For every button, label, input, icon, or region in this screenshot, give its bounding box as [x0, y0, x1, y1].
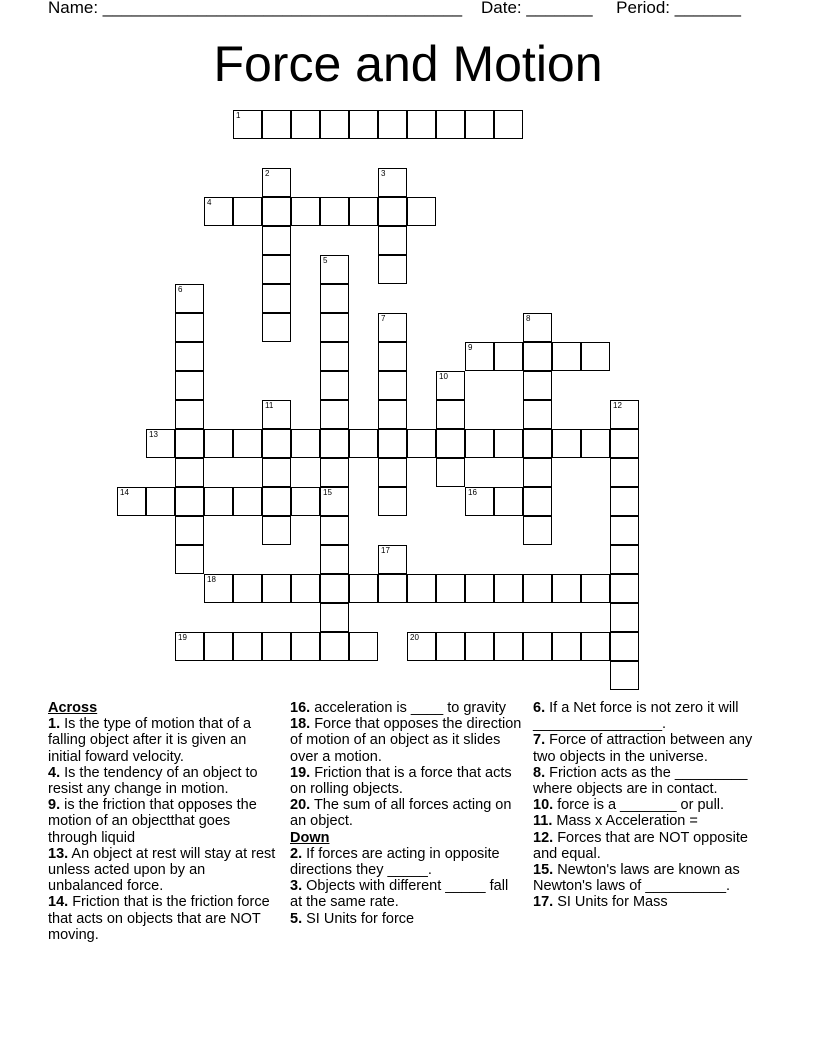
crossword-cell[interactable] — [407, 110, 436, 139]
crossword-cell[interactable] — [262, 226, 291, 255]
crossword-cell[interactable] — [552, 632, 581, 661]
crossword-cell[interactable] — [175, 371, 204, 400]
crossword-cell[interactable] — [378, 168, 407, 197]
crossword-cell[interactable] — [494, 574, 523, 603]
crossword-cell[interactable] — [581, 574, 610, 603]
crossword-cell[interactable] — [378, 197, 407, 226]
crossword-cell[interactable] — [378, 371, 407, 400]
crossword-cell[interactable] — [610, 661, 639, 690]
clue-across: 13. An object at rest will stay at rest unless acted upon by an unbalanced force. — [48, 845, 276, 895]
cell-number: 2 — [265, 169, 270, 178]
crossword-cell[interactable] — [320, 603, 349, 632]
crossword-cell[interactable] — [465, 110, 494, 139]
crossword-cell[interactable] — [233, 574, 262, 603]
clue-across: 9. is the friction that opposes the motion of an objectthat goes through liquid — [48, 797, 257, 846]
crossword-cell[interactable] — [320, 313, 349, 342]
clue-down: 17. SI Units for Mass — [533, 894, 668, 911]
crossword-cell[interactable] — [523, 632, 552, 661]
cell-number: 15 — [323, 488, 332, 497]
crossword-cell[interactable] — [320, 516, 349, 545]
crossword-cell[interactable] — [349, 110, 378, 139]
crossword-cell[interactable] — [175, 342, 204, 371]
cell-number: 12 — [613, 401, 622, 410]
date-field-label: Date: _______ — [480, 0, 593, 17]
cell-number: 16 — [468, 488, 477, 497]
clue-across: 18. Force that opposes the direction of motion of an object as it slides over a motion. — [290, 716, 522, 765]
clue-down: 5. SI Units for force — [290, 910, 415, 927]
clues-column-3 — [533, 700, 773, 911]
crossword-cell[interactable] — [523, 458, 552, 487]
crossword-cell[interactable] — [407, 632, 436, 661]
crossword-cell[interactable] — [523, 429, 552, 458]
crossword-cell[interactable] — [204, 574, 233, 603]
crossword-cell[interactable] — [378, 255, 407, 284]
crossword-cell[interactable] — [581, 429, 610, 458]
crossword-cell[interactable] — [262, 400, 291, 429]
cell-number: 18 — [207, 575, 216, 584]
crossword-cell[interactable] — [175, 284, 204, 313]
crossword-cell[interactable] — [204, 487, 233, 516]
crossword-cell[interactable] — [146, 429, 175, 458]
cell-number: 17 — [381, 546, 390, 555]
crossword-cell[interactable] — [610, 400, 639, 429]
clue-down: 7. Force of attraction between any two objects in the universe. — [533, 732, 753, 765]
crossword-cell[interactable] — [146, 487, 175, 516]
crossword-cell[interactable] — [175, 632, 204, 661]
crossword-cell[interactable] — [610, 545, 639, 574]
crossword-cell[interactable] — [320, 110, 349, 139]
crossword-cell[interactable] — [320, 545, 349, 574]
clue-across: 16. acceleration is ____ to gravity — [290, 700, 507, 716]
crossword-cell[interactable] — [262, 574, 291, 603]
crossword-cell[interactable] — [233, 632, 262, 661]
cell-number: 8 — [526, 314, 531, 323]
crossword-cell[interactable] — [320, 255, 349, 284]
crossword-cell[interactable] — [552, 429, 581, 458]
clue-down: 6. If a Net force is not zero it will ________________. — [533, 700, 739, 733]
cell-number: 4 — [207, 198, 212, 207]
crossword-cell[interactable] — [378, 400, 407, 429]
crossword-cell[interactable] — [262, 110, 291, 139]
crossword-cell[interactable] — [320, 632, 349, 661]
crossword-cell[interactable] — [378, 545, 407, 574]
crossword-cell[interactable] — [494, 110, 523, 139]
crossword-cell[interactable] — [233, 110, 262, 139]
crossword-cell[interactable] — [378, 226, 407, 255]
crossword-cell[interactable] — [175, 313, 204, 342]
clue-across: 1. Is the type of motion that of a falling object after it is given an initial foward velocity. — [48, 716, 252, 765]
crossword-cell[interactable] — [204, 632, 233, 661]
crossword-cell[interactable] — [291, 197, 320, 226]
crossword-cell[interactable] — [262, 516, 291, 545]
crossword-cell[interactable] — [581, 632, 610, 661]
clue-across: 4. Is the tendency of an object to resist any change in motion. — [48, 764, 258, 798]
crossword-cell[interactable] — [175, 458, 204, 487]
crossword-cell[interactable] — [610, 458, 639, 487]
clue-down: 3. Objects with different _____ fall at the same rate. — [290, 878, 509, 911]
crossword-cell[interactable] — [117, 487, 146, 516]
cell-number: 11 — [265, 401, 274, 410]
crossword-cell[interactable] — [175, 429, 204, 458]
crossword-cell[interactable] — [262, 632, 291, 661]
crossword-cell[interactable] — [320, 458, 349, 487]
cell-number: 5 — [323, 256, 328, 265]
cell-number: 9 — [468, 343, 473, 352]
across-heading: Across — [48, 700, 98, 716]
crossword-cell[interactable] — [436, 429, 465, 458]
cell-number: 19 — [178, 633, 187, 642]
crossword-cell[interactable] — [581, 342, 610, 371]
crossword-cell[interactable] — [407, 429, 436, 458]
crossword-cell[interactable] — [465, 487, 494, 516]
clue-across: 14. Friction that is the friction force that acts on objects that are NOT moving. — [48, 894, 270, 943]
crossword-cell[interactable] — [552, 574, 581, 603]
crossword-cell[interactable] — [291, 632, 320, 661]
cell-number: 13 — [149, 430, 158, 439]
clue-down: 11. Mass x Acceleration = — [533, 813, 698, 830]
crossword-cell[interactable] — [262, 197, 291, 226]
crossword-cell[interactable] — [436, 574, 465, 603]
crossword-cell[interactable] — [494, 342, 523, 371]
cell-number: 14 — [120, 488, 129, 497]
crossword-cell[interactable] — [407, 197, 436, 226]
cell-number: 20 — [410, 633, 419, 642]
crossword-cell[interactable] — [523, 487, 552, 516]
crossword-cell[interactable] — [320, 342, 349, 371]
crossword-cell[interactable] — [175, 545, 204, 574]
crossword-cell[interactable] — [378, 458, 407, 487]
crossword-cell[interactable] — [262, 168, 291, 197]
crossword-cell[interactable] — [523, 313, 552, 342]
crossword-cell[interactable] — [204, 429, 233, 458]
crossword-cell[interactable] — [610, 632, 639, 661]
crossword-cell[interactable] — [436, 458, 465, 487]
period-field-label: Period: _______ — [616, 0, 741, 17]
crossword-cell[interactable] — [262, 313, 291, 342]
crossword-cell[interactable] — [436, 110, 465, 139]
crossword-cell[interactable] — [233, 197, 262, 226]
clue-down: 15. Newton's laws are known as Newton's laws of __________. — [533, 862, 740, 895]
crossword-cell[interactable] — [552, 342, 581, 371]
crossword-cell[interactable] — [610, 516, 639, 545]
crossword-cell[interactable] — [610, 603, 639, 632]
crossword-cell[interactable] — [291, 574, 320, 603]
crossword-cell[interactable] — [610, 487, 639, 516]
crossword-cell[interactable] — [349, 574, 378, 603]
crossword-cell[interactable] — [407, 574, 436, 603]
crossword-cell[interactable] — [436, 371, 465, 400]
crossword-cell[interactable] — [262, 487, 291, 516]
name-field-label: Name: ______________________________________ — [48, 0, 463, 17]
clue-across: 20. The sum of all forces acting on an object. — [290, 797, 512, 830]
crossword-cell[interactable] — [320, 487, 349, 516]
clues-column-2 — [290, 700, 522, 927]
crossword-cell[interactable] — [494, 429, 523, 458]
crossword-cell[interactable] — [320, 371, 349, 400]
crossword-cell[interactable] — [262, 429, 291, 458]
crossword-cell[interactable] — [378, 110, 407, 139]
clue-down: 2. If forces are acting in opposite directions they _____. — [290, 845, 500, 879]
crossword-cell[interactable] — [262, 255, 291, 284]
crossword-cell[interactable] — [378, 574, 407, 603]
crossword-cell[interactable] — [262, 458, 291, 487]
crossword-cell[interactable] — [378, 429, 407, 458]
crossword-cell[interactable] — [320, 574, 349, 603]
crossword-cell[interactable] — [523, 371, 552, 400]
crossword-cell[interactable] — [494, 487, 523, 516]
crossword-cell[interactable] — [349, 197, 378, 226]
crossword-cell[interactable] — [523, 342, 552, 371]
crossword-cell[interactable] — [378, 342, 407, 371]
clue-across: 19. Friction that is a force that acts on rolling objects. — [290, 764, 512, 798]
cell-number: 10 — [439, 372, 448, 381]
crossword-cell[interactable] — [465, 342, 494, 371]
cell-number: 6 — [178, 285, 183, 294]
crossword-cell[interactable] — [233, 429, 262, 458]
crossword-cell[interactable] — [320, 284, 349, 313]
crossword-cell[interactable] — [233, 487, 262, 516]
crossword-cell[interactable] — [436, 632, 465, 661]
crossword-cell[interactable] — [523, 516, 552, 545]
crossword-cell[interactable] — [523, 574, 552, 603]
crossword-cell[interactable] — [378, 313, 407, 342]
down-heading: Down — [290, 829, 330, 846]
cell-number: 1 — [236, 111, 241, 120]
clue-down: 10. force is a _______ or pull. — [533, 797, 725, 814]
crossword-cell[interactable] — [465, 429, 494, 458]
crossword-cell[interactable] — [320, 400, 349, 429]
crossword-cell[interactable] — [436, 400, 465, 429]
crossword-cell[interactable] — [610, 429, 639, 458]
crossword-cell[interactable] — [262, 284, 291, 313]
crossword-cell[interactable] — [494, 632, 523, 661]
crossword-cell[interactable] — [523, 400, 552, 429]
crossword-cell[interactable] — [378, 487, 407, 516]
crossword-cell[interactable] — [465, 574, 494, 603]
crossword-cell[interactable] — [175, 400, 204, 429]
crossword-cell[interactable] — [610, 574, 639, 603]
clue-down: 12. Forces that are NOT opposite and equal. — [533, 829, 748, 862]
clues-column-1 — [48, 700, 282, 943]
crossword-cell[interactable] — [320, 429, 349, 458]
crossword-cell[interactable] — [204, 197, 233, 226]
clue-down: 8. Friction acts as the _________ where objects are in contact. — [533, 764, 748, 798]
crossword-cell[interactable] — [349, 429, 378, 458]
crossword-cell[interactable] — [320, 197, 349, 226]
crossword-cell[interactable] — [291, 110, 320, 139]
puzzle-title: Force and Motion — [213, 36, 603, 92]
crossword-cell[interactable] — [465, 632, 494, 661]
cell-number: 3 — [381, 169, 386, 178]
crossword-cell[interactable] — [291, 487, 320, 516]
crossword-cell[interactable] — [175, 516, 204, 545]
crossword-cell[interactable] — [175, 487, 204, 516]
cell-number: 7 — [381, 314, 386, 323]
crossword-cell[interactable] — [291, 429, 320, 458]
crossword-cell[interactable] — [349, 632, 378, 661]
